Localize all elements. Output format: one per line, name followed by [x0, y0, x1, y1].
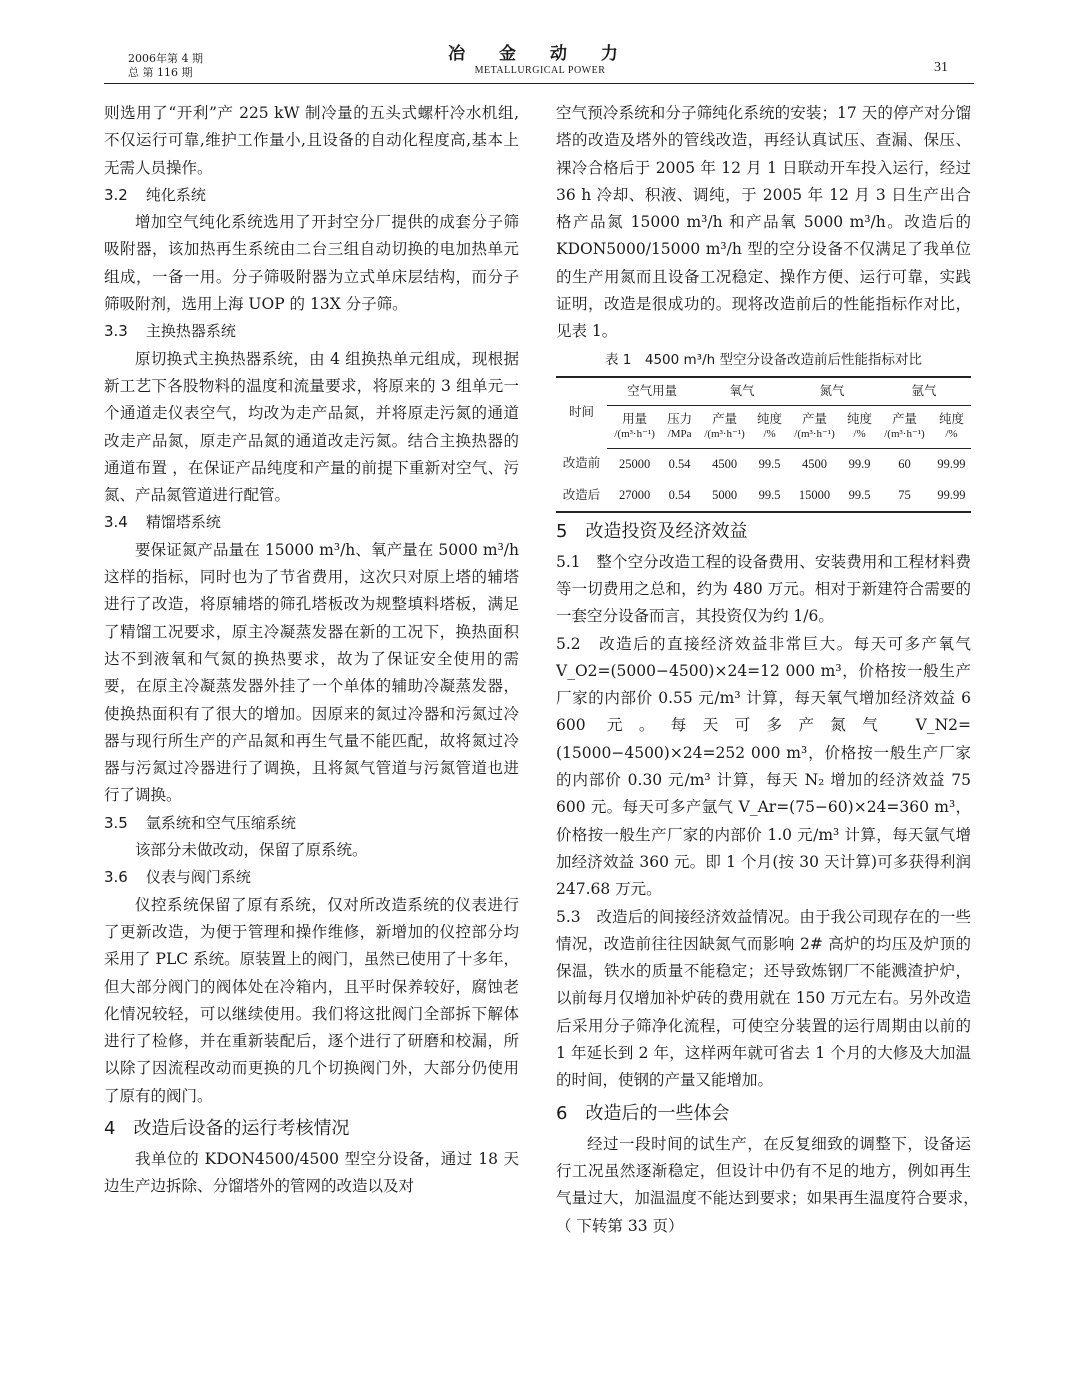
table-subheader — [842, 405, 877, 448]
sub-unit: /% — [945, 427, 958, 440]
section-heading-3-2 — [104, 182, 519, 209]
table-cell: 99.5 — [842, 480, 877, 512]
sub-unit: /(m³·h⁻¹) — [614, 427, 655, 440]
paragraph-5-2: 5.2 改造后的直接经济效益非常巨大。每天可多产氧气 V_O2=(5000−4500)×24=12 000 m³，价格按一般生产厂家的内部价 0.55 元/m³ 计算，每天氧气增加经济效益 6 600 元。每天可多产氮气 V_N2=(15000−4500)×24=252 000 m³，价格按一般生产厂家的内部价 0.30 元/m³ 计算，每天 N₂ 增加的经济效益 75 600 元。每天可多产氩气 V_Ar=(75−60)×24=360 m³，价格按一般生产厂家的内部价 1.0 元/m³ 计算，每天氩气增加经济效益 360 元。即 1 个月(按 30 天计算)可多获得利润 247.68 万元。 — [556, 634, 971, 899]
sub-unit: /(m³·h⁻¹) — [704, 427, 745, 440]
sub-unit: /% — [853, 427, 866, 440]
section-number: 3.2 — [104, 185, 128, 204]
table-caption: 表 1 4500 m³/h 型空分设备改造前后性能指标对比 — [605, 351, 922, 368]
left-column — [104, 100, 519, 1201]
table-cell: 99.9 — [848, 456, 871, 471]
table-subheader — [662, 405, 697, 448]
right-column — [556, 100, 1049, 1240]
table-row — [556, 448, 971, 480]
table-cell: 99.5 — [758, 456, 781, 471]
row-label: 改造后 — [556, 480, 607, 512]
paragraph-3-2: 增加空气纯化系统选用了开封空分厂提供的成套分子筛吸附器，该加热再生系统由二台三组自动切换的电加热单元组成，一备一用。分子筛吸附器为立式单床层结构，而分子筛吸附剂，选用上海 UOP 的 13X 分子筛。 — [104, 213, 519, 314]
section-title: 仪表与阀门系统 — [145, 868, 251, 887]
table-subheader — [787, 405, 842, 448]
sub-name: 压力 — [667, 411, 693, 426]
table-group-air: 空气用量 — [607, 377, 697, 406]
section-title: 氩系统和空气压缩系统 — [145, 813, 296, 832]
section-number: 6 — [556, 1102, 568, 1124]
journal-title — [340, 44, 740, 78]
table-subheader — [697, 405, 752, 448]
paragraph-5-1: 5.1 整个空分改造工程的设备费用、安装费用和工程材料费等一切费用之总和，约为 480 万元。相对于新建符合需要的一套空分设备而言，其投资仅为约 1/6。 — [556, 552, 971, 626]
table-cell: 99.99 — [937, 456, 966, 471]
paragraph-intro: 则选用了“开利”产 225 kW 制冷量的五头式螺杆冷水机组,不仅运行可靠,维护工作量小,且设备的自动化程度高,基本上无需人员操作。 — [104, 104, 519, 177]
header-rule — [104, 83, 974, 84]
section-title: 改造后设备的运行考核情况 — [133, 1117, 350, 1139]
paragraph-3-6: 仪控系统保留了原有系统，仅对所改造系统的仪表进行了更新改造，为便于管理和操作维修，新增加的仪控部分均采用了 PLC 系统。原装置上的阀门，虽然已使用了十多年，但大部分阀门的阀体处在冷箱内，且平时保养较好，腐蚀老化情况较轻，可以继续使用。我们将这批阀门全部拆下解体进行了检修，并在重新装配后，逐个进行了研磨和校漏，所以除了因流程改动而更换的几个切换阀门外，大部分仍使用了原有的阀门。 — [104, 895, 519, 1105]
sub-unit: /(m³·h⁻¹) — [884, 427, 925, 440]
sub-unit: /% — [763, 427, 776, 440]
paragraph-3-3: 原切换式主换热器系统，由 4 组换热单元组成，现根据新工艺下各股物料的温度和流量要求，将原来的 3 组单元一个通道走仪表空气，均改为走产品氮，并将原走污氮的通道改走产品氮，原走产品氮的通道改走污氮。结合主换热器的通道布置 ，在保证产品纯度和产量的前提下重新对空气、污氮、产品氮管道进行配管。 — [104, 349, 519, 505]
page-header — [0, 0, 1078, 86]
table-cell: 4500 — [802, 456, 828, 471]
section-heading-3-3 — [104, 318, 519, 345]
issue-line-2: 总 第 116 期 — [128, 66, 193, 79]
table-subheader — [877, 405, 932, 448]
table-row — [556, 480, 971, 512]
table-subheader — [607, 405, 662, 448]
paragraph-6: 经过一段时间的试生产，在反复细致的调整下，设备运行工况虽然逐渐稳定，但设计中仍有不足的地方，例如再生气量过大，加温温度不能达到要求；如果再生温度符合要求， （ 下转第 33 页） — [556, 1134, 1049, 1235]
table-cell: 25000 — [619, 456, 651, 471]
section-heading-4 — [104, 1114, 519, 1144]
table-subheader — [932, 405, 971, 448]
paragraph-3-5: 该部分未做改动，保留了原系统。 — [135, 841, 368, 860]
paragraph-continued: 空气预冷系统和分子筛纯化系统的安装；17 天的停产对分馏塔的改造及塔外的管线改造，再经认真试压、查漏、保压、裸冷合格后于 2005 年 12 月 1 日联动开车投入运行，经过 36 h 冷却、积液、调纯，于 2005 年 12 月 3 日生产出合格产品氮 15000 m³/h 和产品氧 5000 m³/h。改造后的 KDON5000/15000 m³/h 型的空分设备不仅满足了我单位的生产用氮而且设备工况稳定、操作方便、运行可靠，实践证明，改造是很成功的。现将改造前后的性能指标作对比，见表 1。 — [556, 104, 971, 341]
table-cell: 15000 — [787, 480, 842, 512]
section-title: 改造后的一些体会 — [585, 1102, 730, 1124]
section-number: 3.4 — [104, 513, 128, 532]
table-cell: 0.54 — [662, 480, 697, 512]
sub-name: 纯度 — [757, 411, 783, 426]
section-heading-5 — [556, 517, 971, 547]
table-group-nitrogen: 氮气 — [787, 377, 877, 406]
section-title: 主换热器系统 — [145, 322, 236, 341]
table-group-oxygen: 氧气 — [697, 377, 787, 406]
table-cell: 60 — [898, 456, 911, 471]
table-cell: 0.54 — [668, 456, 691, 471]
page-number: 31 — [934, 60, 948, 75]
row-label: 改造前 — [562, 456, 601, 471]
table-cell: 4500 — [712, 456, 738, 471]
table-cell: 5000 — [697, 480, 752, 512]
section-heading-3-6 — [104, 864, 519, 891]
section-number: 5 — [556, 520, 568, 542]
section-number: 3.3 — [104, 322, 128, 341]
table-cell: 75 — [877, 480, 932, 512]
journal-title-en: METALLURGICAL POWER — [474, 65, 606, 76]
sub-name: 产量 — [802, 411, 828, 426]
sub-name: 纯度 — [847, 411, 873, 426]
section-number: 3.6 — [104, 868, 128, 887]
issue-line-1: 2006年第 4 期 — [128, 52, 203, 65]
table-subheader — [752, 405, 787, 448]
table-cell: 27000 — [607, 480, 662, 512]
sub-unit: /MPa — [667, 427, 692, 440]
section-heading-3-5 — [104, 810, 519, 837]
sub-name: 产量 — [712, 411, 738, 426]
section-number: 3.5 — [104, 813, 128, 832]
section-title: 改造投资及经济效益 — [585, 520, 748, 542]
table-cell: 99.5 — [752, 480, 787, 512]
sub-name: 产量 — [891, 411, 917, 426]
table-group-argon: 氩气 — [877, 377, 971, 406]
sub-unit: /(m³·h⁻¹) — [794, 427, 835, 440]
sub-name: 用量 — [622, 411, 648, 426]
performance-table — [556, 376, 971, 513]
sub-name: 纯度 — [938, 411, 964, 426]
section-heading-3-4 — [104, 509, 519, 536]
table-header-time: 时间 — [569, 405, 595, 420]
paragraph-3-4: 要保证氮产品量在 15000 m³/h、氧产量在 5000 m³/h 这样的指标，同时也为了节省费用，这次只对原上塔的辅塔进行了改造，将原辅塔的筛孔塔板改为规整填料塔板，满足了精馏工况要求，原主冷凝蒸发器在新的工况下，换热面积达不到液氧和气氮的换热要求，故为了保证安全使用的需要，在原主冷凝蒸发器外挂了一个单体的辅助冷凝蒸发器，使换热面积有了很大的增加。因原来的氮过冷器和污氮过冷器与现行所生产的产品氮和再生气量不能匹配，故将氮过冷器与污氮过冷器进行了调换，且将氮气管道与污氮管道也进行了调换。 — [104, 540, 519, 805]
section-number: 4 — [104, 1117, 116, 1139]
paragraph-5-3: 5.3 改造后的间接经济效益情况。由于我公司现存在的一些情况，改造前往往因缺氮气而影响 2# 高炉的均压及炉顶的保温，铁水的质量不能稳定；还导致炼钢厂不能溅渣护炉，以前每月仅增加补炉砖的费用就在 150 万元左右。另外改造后采用分子筛净化流程，可使空分装置的运行周期由以前的 1 年延长到 2 年，这样两年就可省去 1 个月的大修及大加温的时间，使钢的产量又能增加。 — [556, 907, 971, 1090]
journal-title-cn: 冶 金 动 力 — [448, 44, 632, 64]
section-heading-6 — [556, 1099, 971, 1129]
paragraph-4: 我单位的 KDON4500/4500 型空分设备，通过 18 天边生产边拆除、分馏塔外的管网的改造以及对 — [104, 1149, 519, 1196]
section-title: 精馏塔系统 — [145, 513, 221, 532]
section-title: 纯化系统 — [145, 185, 206, 204]
table-cell: 99.99 — [932, 480, 971, 512]
issue-info — [128, 52, 203, 80]
